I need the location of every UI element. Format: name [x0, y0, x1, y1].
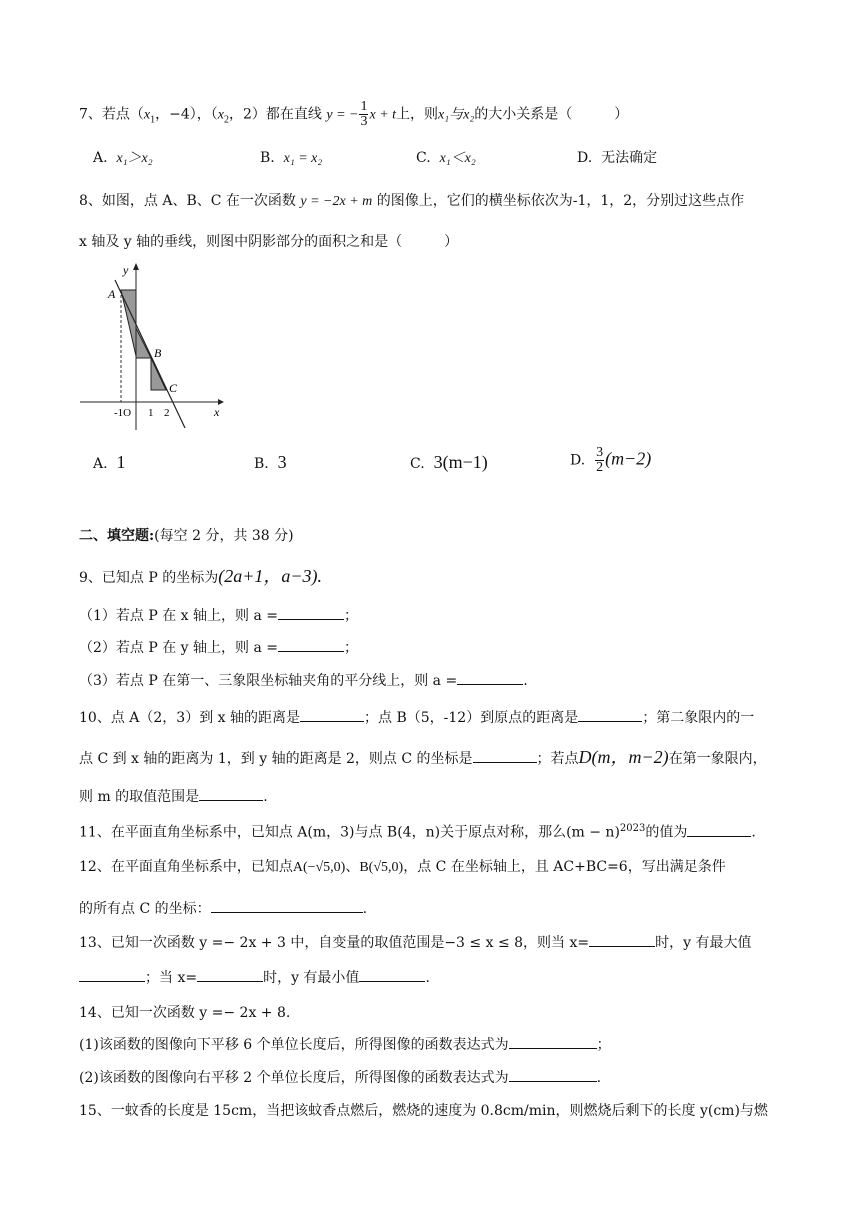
option-text: 3(m−1)	[433, 452, 488, 472]
option-text: x₁＞x₂	[116, 151, 153, 166]
q7-text: ，2）都在直线	[229, 106, 322, 123]
answer-blank[interactable]	[589, 932, 655, 947]
answer-blank[interactable]	[278, 605, 344, 620]
q7-fraction	[359, 100, 368, 129]
answer-blank[interactable]	[509, 1067, 597, 1082]
q8-option-d	[570, 446, 651, 475]
q7-text: 7、若点（	[79, 106, 144, 123]
q12-point-a: A(−√5,0)	[292, 860, 346, 875]
option-label: D.	[570, 452, 586, 469]
q7-equation: y = −	[326, 107, 359, 123]
q8-stem-line1	[79, 191, 744, 212]
q8-option-b	[254, 452, 287, 474]
q12-text: 12、在平面直角坐标系中，已知点	[79, 859, 293, 875]
q9-coordinate: (2a+1，a−3).	[218, 566, 323, 586]
answer-blank[interactable]	[457, 670, 523, 685]
q12-text: 的所有点 C 的坐标：	[79, 901, 211, 917]
q14-sub-text: (1)该函数的图像向下平移 6 个单位长度后，所得图像的函数表达式为	[79, 1037, 509, 1053]
answer-blank[interactable]	[79, 967, 145, 982]
q7-frac-num: 1	[360, 99, 368, 114]
q13-text: 时，y 有最大值	[655, 935, 752, 951]
q14-sub1	[79, 1034, 611, 1055]
option-text: x₁ = x₂	[283, 151, 323, 166]
q9-end: ；	[344, 640, 359, 656]
option-label: A.	[93, 456, 108, 472]
q12-line1	[79, 857, 726, 878]
q10-line1	[79, 707, 754, 728]
q8-option-a	[93, 452, 125, 474]
q11-exponent: 2023	[619, 823, 646, 834]
q8-text: 8、如图，点 A、B、C 在一次函数	[79, 193, 296, 209]
option-label: D.	[577, 150, 593, 166]
q7-option-c	[416, 148, 476, 169]
q13-line2	[79, 967, 430, 988]
q10-text: ；点 B（5，-12）到原点的距离是	[364, 710, 579, 726]
answer-blank[interactable]	[211, 898, 363, 913]
q13-line1	[79, 932, 751, 953]
q9-sub3	[79, 670, 528, 691]
q7-frac-den: 3	[360, 114, 368, 129]
q8-d-fraction	[595, 446, 604, 475]
q9-sub1	[79, 605, 358, 626]
y-axis-label: y	[123, 263, 129, 277]
answer-blank[interactable]	[509, 1034, 597, 1049]
q10-text: 在第一象限内，	[668, 751, 767, 767]
tick-label-1: 1	[148, 407, 154, 419]
q11-stem	[79, 819, 756, 843]
option-label: A.	[93, 150, 108, 166]
q13-text: 13、已知一次函数 y =− 2x + 3 中，自变量的取值范围是−3 ≤ x ≤ 8，则当 x=	[79, 935, 590, 951]
q14-sub-text: (2)该函数的图像向右平移 2 个单位长度后，所得图像的函数表达式为	[79, 1070, 509, 1086]
q8-figure	[78, 260, 228, 432]
q10-text: ；第二象限内的一	[642, 710, 755, 726]
q7-equation-rhs: x + t	[369, 107, 397, 123]
q14-end: ；	[596, 1037, 611, 1053]
q14-end: .	[596, 1070, 602, 1086]
function-line	[115, 280, 185, 428]
q11-text: 的值为	[645, 824, 688, 841]
answer-blank[interactable]	[578, 707, 642, 722]
q8-stem-line2: x 轴及 y 轴的垂线，则图中阴影部分的面积之和是（ ）	[79, 234, 459, 250]
q9-end: ；	[344, 608, 359, 624]
q12-sep: 、	[345, 859, 360, 875]
q7-option-a	[93, 148, 153, 169]
answer-blank[interactable]	[197, 967, 263, 982]
tick-label-2: 2	[164, 407, 170, 419]
option-text: 3	[277, 452, 287, 472]
q12-end: .	[362, 901, 368, 917]
q12-line2	[79, 898, 367, 919]
q12-point-b: B(√5,0)	[359, 860, 404, 875]
q9-end: .	[523, 673, 528, 689]
q7-option-b	[260, 148, 322, 169]
shade-region-b	[136, 328, 151, 358]
answer-blank[interactable]	[359, 967, 425, 982]
q10-point-d: D(m，m−2)	[578, 747, 669, 767]
tick-label-neg1-origin: -1O	[114, 407, 132, 419]
shade-region-a	[121, 290, 136, 356]
q15-stem: 15、一蚊香的长度是 15cm，当把该蚊香点燃后，燃烧的速度为 0.8cm/min，则燃烧后剩下的长度 y(cm)与燃	[79, 1103, 768, 1119]
x-axis-label: x	[214, 405, 220, 419]
answer-blank[interactable]	[278, 637, 344, 652]
frac-num: 3	[596, 445, 604, 460]
q10-line3	[79, 786, 268, 807]
point-a-label: A	[108, 287, 116, 301]
option-label: C.	[416, 150, 431, 166]
y-axis-arrow	[133, 263, 139, 270]
q14-sub2	[79, 1067, 601, 1088]
q10-text: 10、点 A（2，3）到 x 轴的距离是	[79, 710, 300, 726]
q7-x2: x	[217, 107, 224, 123]
q9-text: 9、已知点 P 的坐标为	[79, 570, 219, 586]
q12-text: ，点 C 在坐标轴上，且 AC+BC=6，写出满足条件	[403, 859, 726, 875]
q7-text: 上，则	[396, 106, 439, 123]
q7-text: 的大小关系是（ ）	[474, 106, 629, 123]
answer-blank[interactable]	[199, 786, 263, 801]
answer-blank[interactable]	[300, 707, 364, 722]
q9-sub2	[79, 637, 358, 658]
shade-region-c	[151, 358, 166, 390]
point-c-label: C	[169, 381, 178, 395]
q13-text: ；当 x=	[145, 970, 198, 986]
q7-option-d	[577, 148, 657, 168]
q13-text: 时，y 有最小值	[263, 970, 360, 986]
point-b-label: B	[154, 346, 162, 360]
section-note: (每空 2 分，共 38 分)	[154, 528, 294, 544]
q10-line2	[79, 747, 767, 769]
q11-end: .	[751, 824, 756, 841]
q10-text: ；若点	[536, 751, 579, 767]
q10-text: 则 m 的取值范围是	[79, 789, 200, 805]
q8-text: 的图像上，它们的横坐标依次为-1，1，2，分别过这些点作	[376, 193, 745, 209]
q9-sub-text: （2）若点 P 在 y 轴上，则 a =	[79, 640, 279, 656]
q10-end: .	[263, 789, 268, 805]
q7-text: ，−4），（	[155, 106, 218, 123]
q11-text: 11、在平面直角坐标系中，已知点 A(m，3)与点 B(4，n)关于原点对称，那么(m − n)	[79, 824, 620, 841]
q7-compare: x₁与x₂	[438, 107, 475, 123]
option-text: 1	[116, 452, 126, 472]
q9-sub-text: （3）若点 P 在第一、三象限坐标轴夹角的平分线上，则 a =	[79, 673, 458, 689]
option-label: C.	[410, 456, 425, 472]
option-text: x₁＜x₂	[439, 151, 476, 166]
section-title: 二、填空题:	[79, 528, 155, 544]
q9-sub-text: （1）若点 P 在 x 轴上，则 a =	[79, 608, 279, 624]
q8-option-c	[410, 452, 488, 474]
option-label: B.	[254, 456, 269, 472]
answer-blank[interactable]	[473, 748, 537, 763]
q8-equation: y = −2x + m	[300, 194, 373, 209]
frac-den: 2	[596, 460, 604, 475]
q13-end: .	[425, 970, 430, 986]
q7-x1: x	[143, 107, 151, 123]
option-label: B.	[260, 150, 275, 166]
q7-stem: 7、若点（$x_1$，−4），（$x_2$，2）都在直线 y = − $\frac{1}{3}$ x + t上，则x₁与x₂的大小关系是（ ）	[79, 99, 629, 129]
answer-blank[interactable]	[687, 822, 751, 837]
q9-stem	[79, 566, 322, 588]
section-2-header	[79, 526, 294, 546]
option-text: 无法确定	[601, 150, 658, 166]
q14-stem: 14、已知一次函数 y =− 2x + 8.	[79, 1005, 291, 1021]
q10-text: 点 C 到 x 轴的距离为 1，到 y 轴的距离是 2，则点 C 的坐标是	[79, 751, 473, 767]
option-text: (m−2)	[605, 448, 652, 469]
